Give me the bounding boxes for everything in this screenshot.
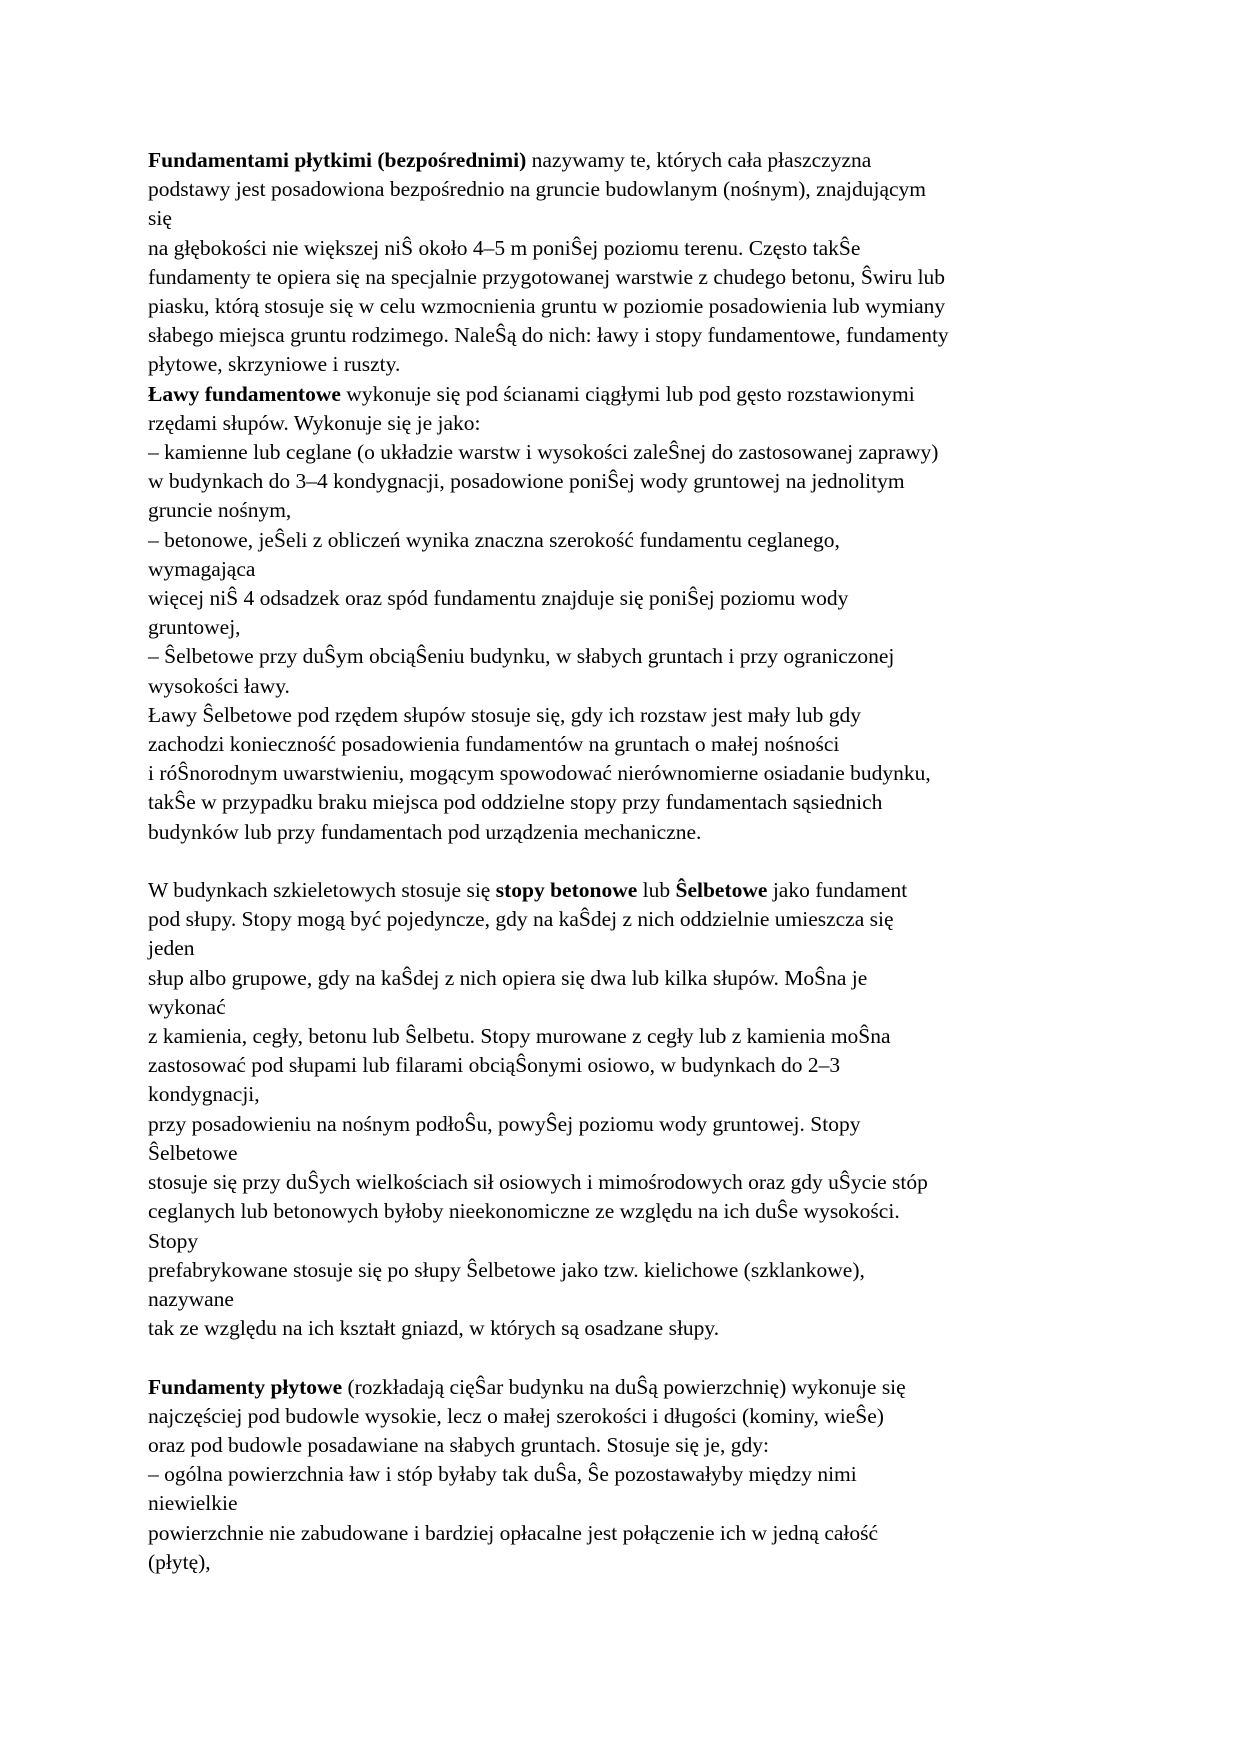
text-line (148, 1080, 1108, 1109)
text-run: W budynkach szkieletowych stosuje się (148, 878, 496, 903)
text-run: na głębokości nie większej niŜ około 4–5 m poniŜej poziomu terenu. Często takŜe (148, 235, 861, 260)
bold-term: stopy betonowe (495, 878, 638, 903)
text-run: (rozkładają cięŜar budynku na duŜą powierzchnię) wykonuje się (342, 1374, 906, 1399)
text-line (148, 788, 1108, 817)
text-line (148, 613, 1108, 642)
text-run: przy posadowieniu na nośnym podłoŜu, powyŜej poziomu wody gruntowej. Stopy (148, 1111, 861, 1136)
text-line (148, 905, 1108, 934)
paragraph (148, 876, 1108, 1343)
text-run: piasku, którą stosuje się w celu wzmocnienia gruntu w poziomie posadowienia lub wymiany (148, 294, 946, 319)
text-line (148, 759, 1108, 788)
text-run: wykonuje się pod ścianami ciągłymi lub pod gęsto rozstawionymi (340, 381, 915, 406)
text-run: kondygnacji, (148, 1082, 260, 1107)
text-line (148, 1110, 1108, 1139)
text-line (148, 1197, 1108, 1226)
text-run: rzędami słupów. Wykonuje się je jako: (148, 410, 481, 435)
text-line (148, 1431, 1108, 1460)
text-run: nazywane (148, 1286, 234, 1311)
text-run: takŜe w przypadku braku miejsca pod oddzielne stopy przy fundamentach sąsiednich (148, 790, 883, 815)
text-run: Ŝelbetowe (148, 1140, 238, 1165)
text-run: zastosować pod słupami lub filarami obciąŜonymi osiowo, w budynkach do 2–3 (148, 1053, 841, 1078)
text-run: jako fundament (767, 878, 908, 903)
text-line (148, 146, 1108, 175)
text-line (148, 672, 1108, 701)
text-run: Ławy Ŝelbetowe pod rzędem słupów stosuje się, gdy ich rozstaw jest mały lub gdy (148, 702, 861, 727)
text-line (148, 993, 1108, 1022)
text-line (148, 642, 1108, 671)
paragraph-gap (148, 1343, 1108, 1372)
bold-term: Fundamentami płytkimi (bezpośrednimi) (148, 148, 527, 172)
text-run: wykonać (148, 994, 226, 1019)
paragraph-gap (148, 847, 1108, 876)
text-line (148, 438, 1108, 467)
text-run: płytowe, skrzyniowe i ruszty. (148, 352, 401, 377)
text-line (148, 730, 1108, 759)
paragraph (148, 1373, 1108, 1577)
text-run: pod słupy. Stopy mogą być pojedyncze, gdy na kaŜdej z nich oddzielnie umieszcza się (148, 907, 894, 932)
text-run: wymagająca (148, 556, 256, 581)
text-line (148, 175, 1108, 204)
text-run: – Ŝelbetowe przy duŜym obciąŜeniu budynku, w słabych gruntach i przy ograniczonej (148, 644, 895, 669)
text-line (148, 1256, 1108, 1285)
text-run: więcej niŜ 4 odsadzek oraz spód fundamentu znajduje się poniŜej poziomu wody (148, 586, 849, 611)
text-run: prefabrykowane stosuje się po słupy Ŝelbetowe jako tzw. kielichowe (szklankowe), (148, 1257, 865, 1282)
text-run: stosuje się przy duŜych wielkościach sił osiowych i mimośrodowych oraz gdy uŜycie stóp (148, 1170, 928, 1195)
text-line (148, 1227, 1108, 1256)
text-run: słabego miejsca gruntu rodzimego. NaleŜą do nich: ławy i stopy fundamentowe, fundamenty (148, 323, 949, 348)
text-run: (płytę), (148, 1549, 211, 1574)
text-run: najczęściej pod budowle wysokie, lecz o małej szerokości i długości (kominy, wieŜe) (148, 1403, 884, 1428)
text-line (148, 204, 1108, 233)
document-page (148, 146, 1108, 1577)
text-line (148, 818, 1108, 847)
text-line (148, 1548, 1108, 1577)
text-run: zachodzi konieczność posadowienia fundamentów na gruntach o małej nośności (148, 732, 840, 757)
bold-term: Fundamenty płytowe (148, 1374, 343, 1399)
paragraph (148, 146, 1108, 380)
text-line (148, 555, 1108, 584)
text-run: niewielkie (148, 1491, 238, 1516)
paragraph (148, 380, 1108, 847)
text-line (148, 584, 1108, 613)
text-line (148, 1402, 1108, 1431)
text-line (148, 1168, 1108, 1197)
text-run: podstawy jest posadowiona bezpośrednio na gruncie budowlanym (nośnym), znajdującym (148, 177, 926, 202)
text-line (148, 1314, 1108, 1343)
text-line (148, 321, 1108, 350)
text-run: Stopy (148, 1228, 199, 1253)
text-line (148, 1139, 1108, 1168)
text-run: się (148, 206, 172, 231)
text-run: i róŜnorodnym uwarstwieniu, mogącym spowodować nierównomierne osiadanie budynku, (148, 761, 931, 786)
text-run: oraz pod budowle posadawiane na słabych gruntach. Stosuje się je, gdy: (148, 1432, 769, 1457)
text-run: lub (637, 878, 676, 903)
text-run: w budynkach do 3–4 kondygnacji, posadowione poniŜej wody gruntowej na jednolitym (148, 469, 905, 494)
text-run: – betonowe, jeŜeli z obliczeń wynika znaczna szerokość fundamentu ceglanego, (148, 527, 840, 552)
text-line (148, 1489, 1108, 1518)
text-line (148, 467, 1108, 496)
text-run: budynków lub przy fundamentach pod urządzenia mechaniczne. (148, 819, 702, 844)
text-line (148, 263, 1108, 292)
text-run: – ogólna powierzchnia ław i stóp byłaby tak duŜa, Ŝe pozostawałyby między nimi (148, 1462, 857, 1487)
text-line (148, 1519, 1108, 1548)
text-line (148, 1022, 1108, 1051)
text-line (148, 1373, 1108, 1402)
text-run: z kamienia, cegły, betonu lub Ŝelbetu. Stopy murowane z cegły lub z kamienia moŜna (148, 1024, 891, 1049)
text-line (148, 964, 1108, 993)
bold-term: Ŝelbetowe (675, 878, 768, 903)
text-run: jeden (148, 936, 195, 961)
text-run: gruntowej, (148, 615, 241, 640)
text-line (148, 380, 1108, 409)
text-line (148, 350, 1108, 379)
text-run: fundamenty te opiera się na specjalnie przygotowanej warstwie z chudego betonu, Ŝwiru lub (148, 264, 946, 289)
text-run: – kamienne lub ceglane (o układzie warstw i wysokości zaleŜnej do zastosowanej zaprawy) (148, 440, 939, 465)
text-run: tak ze względu na ich kształt gniazd, w których są osadzane słupy. (148, 1316, 720, 1341)
text-line (148, 496, 1108, 525)
text-line (148, 701, 1108, 730)
text-line (148, 876, 1108, 905)
text-line (148, 1051, 1108, 1080)
text-line (148, 1460, 1108, 1489)
text-line (148, 292, 1108, 321)
text-line (148, 1285, 1108, 1314)
text-line (148, 234, 1108, 263)
text-run: powierzchnie nie zabudowane i bardziej opłacalne jest połączenie ich w jedną całość (148, 1520, 879, 1545)
text-run: gruncie nośnym, (148, 498, 292, 523)
text-run: wysokości ławy. (148, 673, 290, 698)
text-line (148, 409, 1108, 438)
text-line (148, 526, 1108, 555)
text-run: ceglanych lub betonowych byłoby nieekonomiczne ze względu na ich duŜe wysokości. (148, 1199, 900, 1224)
bold-term: Ławy fundamentowe (148, 381, 341, 406)
text-run: nazywamy te, których cała płaszczyzna (526, 148, 872, 172)
text-run: słup albo grupowe, gdy na kaŜdej z nich opiera się dwa lub kilka słupów. MoŜna je (148, 965, 868, 990)
text-line (148, 934, 1108, 963)
